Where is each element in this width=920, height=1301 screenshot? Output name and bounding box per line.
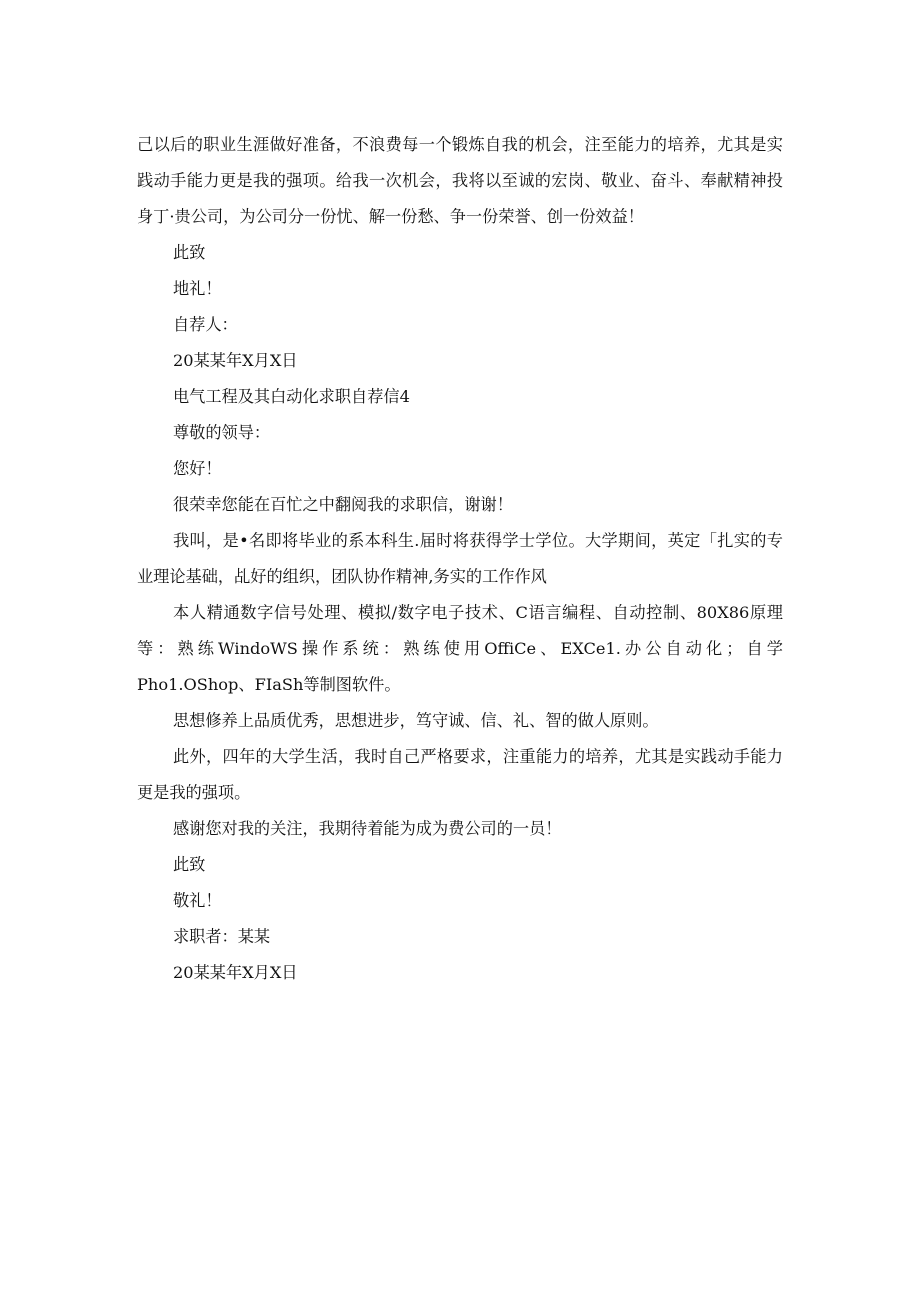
letter4-paragraph-2: 我叫，是•名即将毕业的系本科生.届时将获得学士学位。大学期间，英定「扎实的专业理论基础，乩好的组织，团队协作精神,务实的工作作风 — [137, 531, 783, 586]
letter3-body-end: 己以后的职业生涯做好准备，不浪费每一个锻炼自我的机会，注至能力的培养，尤其是实践动手能力更是我的强项。给我一次机会，我将以至诚的宏岗、敬业、奋斗、奉献精神投身丁·贵公司，为公司分一份忧、解一份愁、争一份荣誉、创一份效益！ — [137, 135, 783, 226]
letter3-closing-2: 地礼！ — [173, 279, 222, 298]
document-page — [137, 127, 783, 991]
letter4-paragraph-6: 感谢您对我的关注，我期待着能为成为费公司的一员！ — [173, 819, 562, 838]
letter3-closing-1: 此致 — [173, 243, 206, 262]
letter3-signer: 自荐人： — [173, 315, 238, 334]
letter4-paragraph-5: 此外，四年的大学生活，我时自己严格要求，注重能力的培养，尤其是实践动手能力更是我的强项。 — [137, 747, 783, 802]
letter4-paragraph-1: 很荣幸您能在百忙之中翻阅我的求职信，谢谢！ — [173, 495, 513, 514]
letter4-salutation: 尊敬的领导： — [173, 423, 271, 442]
letter4-date: 20某某年X月X日 — [173, 963, 298, 982]
letter4-paragraph-4: 思想修养上品质优秀，思想进步，笃守诚、信、礼、智的做人原则。 — [173, 711, 659, 730]
letter4-closing-1: 此致 — [173, 855, 206, 874]
letter4-closing-2: 敬礼！ — [173, 891, 222, 910]
letter4-paragraph-3: 本人精通数字信号处理、模拟/数字电子技术、C语言编程、自动控制、80X86原理等：熟练WindoWS操作系统：熟练使用OffiCe、EXCe1.办公自动化；自学Pho1.OShop、FIaSh等制图软件。 — [137, 603, 783, 694]
letter4-signer: 求职者：某某 — [173, 927, 271, 946]
letter4-title: 电气工程及其白动化求职自荐信4 — [173, 387, 410, 406]
letter4-greeting: 您好！ — [173, 459, 222, 478]
letter3-date: 20某某年X月X日 — [173, 351, 298, 370]
